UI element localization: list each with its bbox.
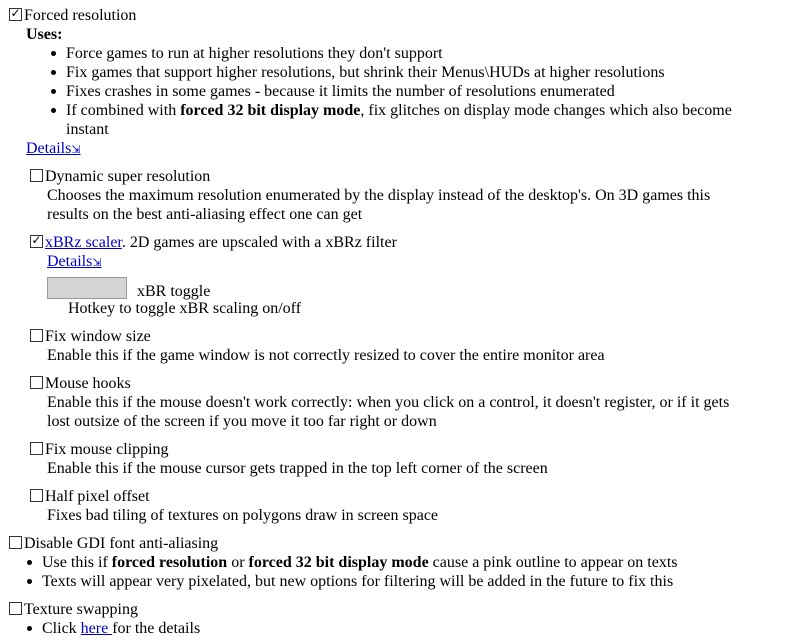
dynamic-super-resolution-option[interactable] bbox=[30, 167, 210, 186]
dynamic-super-resolution-checkbox[interactable] bbox=[30, 169, 43, 182]
texture-swapping-checkbox[interactable] bbox=[9, 602, 22, 615]
checkmark-icon: ✓ bbox=[10, 6, 21, 20]
xbrz-scaler-option[interactable] bbox=[30, 233, 397, 252]
list-item: Click here for the details bbox=[20, 619, 200, 638]
dynamic-super-resolution-desc-2: results on the best anti-aliasing effect one can get bbox=[47, 206, 363, 223]
uses-heading: Uses: bbox=[26, 26, 63, 43]
fix-window-size-label: Fix window size bbox=[45, 328, 151, 345]
xbr-toggle-row bbox=[47, 277, 210, 301]
list-item: If combined with forced 32 bit display mode, fix glitches on display mode changes which also become instant bbox=[44, 101, 732, 139]
xbr-toggle-label: xBR toggle bbox=[137, 283, 211, 300]
checkmark-icon: ✓ bbox=[31, 233, 42, 247]
forced-resolution-details-link[interactable] bbox=[26, 139, 81, 159]
forced-resolution-label: Forced resolution bbox=[24, 7, 137, 24]
fix-window-size-checkbox[interactable] bbox=[30, 329, 43, 342]
list-item: Fix games that support higher resolutions, but shrink their Menus\HUDs at higher resolutions bbox=[44, 63, 732, 82]
details-link-text[interactable]: Details bbox=[26, 140, 72, 157]
uses-list bbox=[44, 44, 732, 139]
forced-resolution-option[interactable] bbox=[9, 6, 136, 25]
expand-arrow-icon[interactable]: ⇲ bbox=[71, 143, 81, 156]
details-link-text[interactable]: Details bbox=[47, 253, 93, 270]
half-pixel-offset-label: Half pixel offset bbox=[45, 488, 150, 505]
mouse-hooks-label: Mouse hooks bbox=[45, 375, 131, 392]
fix-mouse-clipping-label: Fix mouse clipping bbox=[45, 441, 169, 458]
mouse-hooks-checkbox[interactable] bbox=[30, 376, 43, 389]
xbrz-details-link[interactable] bbox=[47, 252, 102, 272]
fix-window-size-option[interactable] bbox=[30, 327, 151, 346]
gdi-font-label: Disable GDI font anti-aliasing bbox=[24, 535, 219, 552]
list-item: Force games to run at higher resolutions they don't support bbox=[44, 44, 732, 63]
dynamic-super-resolution-label: Dynamic super resolution bbox=[45, 168, 211, 185]
xbr-toggle-hotkey-field[interactable] bbox=[47, 277, 127, 299]
texture-swapping-option[interactable] bbox=[9, 600, 138, 619]
xbrz-scaler-label-rest: . 2D games are upscaled with a xBRz filter bbox=[121, 234, 397, 251]
xbrz-scaler-checkbox[interactable] bbox=[30, 235, 43, 248]
fix-window-size-desc: Enable this if the game window is not correctly resized to cover the entire monitor area bbox=[47, 347, 605, 364]
gdi-font-checkbox[interactable] bbox=[9, 536, 22, 549]
gdi-font-option[interactable] bbox=[9, 534, 218, 553]
xbrz-scaler-link[interactable]: xBRz scaler bbox=[45, 234, 122, 251]
fix-mouse-clipping-checkbox[interactable] bbox=[30, 442, 43, 455]
texture-swapping-list bbox=[20, 619, 200, 638]
fix-mouse-clipping-desc: Enable this if the mouse cursor gets trapped in the top left corner of the screen bbox=[47, 460, 548, 477]
texture-swapping-label: Texture swapping bbox=[24, 601, 138, 618]
here-link[interactable]: here bbox=[80, 620, 113, 637]
dynamic-super-resolution-desc-1: Chooses the maximum resolution enumerated by the display instead of the desktop's. On 3D games this bbox=[47, 187, 711, 204]
list-item: Texts will appear very pixelated, but new options for filtering will be added in the future to fix this bbox=[20, 572, 677, 591]
forced-resolution-checkbox[interactable] bbox=[9, 8, 22, 21]
half-pixel-offset-option[interactable] bbox=[30, 487, 150, 506]
expand-arrow-icon[interactable]: ⇲ bbox=[92, 256, 102, 269]
list-item: Fixes crashes in some games - because it limits the number of resolutions enumerated bbox=[44, 82, 732, 101]
half-pixel-offset-checkbox[interactable] bbox=[30, 489, 43, 502]
mouse-hooks-desc-2: lost outsize of the screen if you move it too far right or down bbox=[47, 413, 437, 430]
mouse-hooks-option[interactable] bbox=[30, 374, 131, 393]
xbr-toggle-desc: Hotkey to toggle xBR scaling on/off bbox=[68, 300, 302, 317]
mouse-hooks-desc-1: Enable this if the mouse doesn't work correctly: when you click on a control, it doesn't register, or if it gets bbox=[47, 394, 730, 411]
gdi-font-list bbox=[20, 553, 677, 591]
fix-mouse-clipping-option[interactable] bbox=[30, 440, 169, 459]
list-item: Use this if forced resolution or forced 32 bit display mode cause a pink outline to appear on texts bbox=[20, 553, 677, 572]
half-pixel-offset-desc: Fixes bad tiling of textures on polygons draw in screen space bbox=[47, 507, 439, 524]
